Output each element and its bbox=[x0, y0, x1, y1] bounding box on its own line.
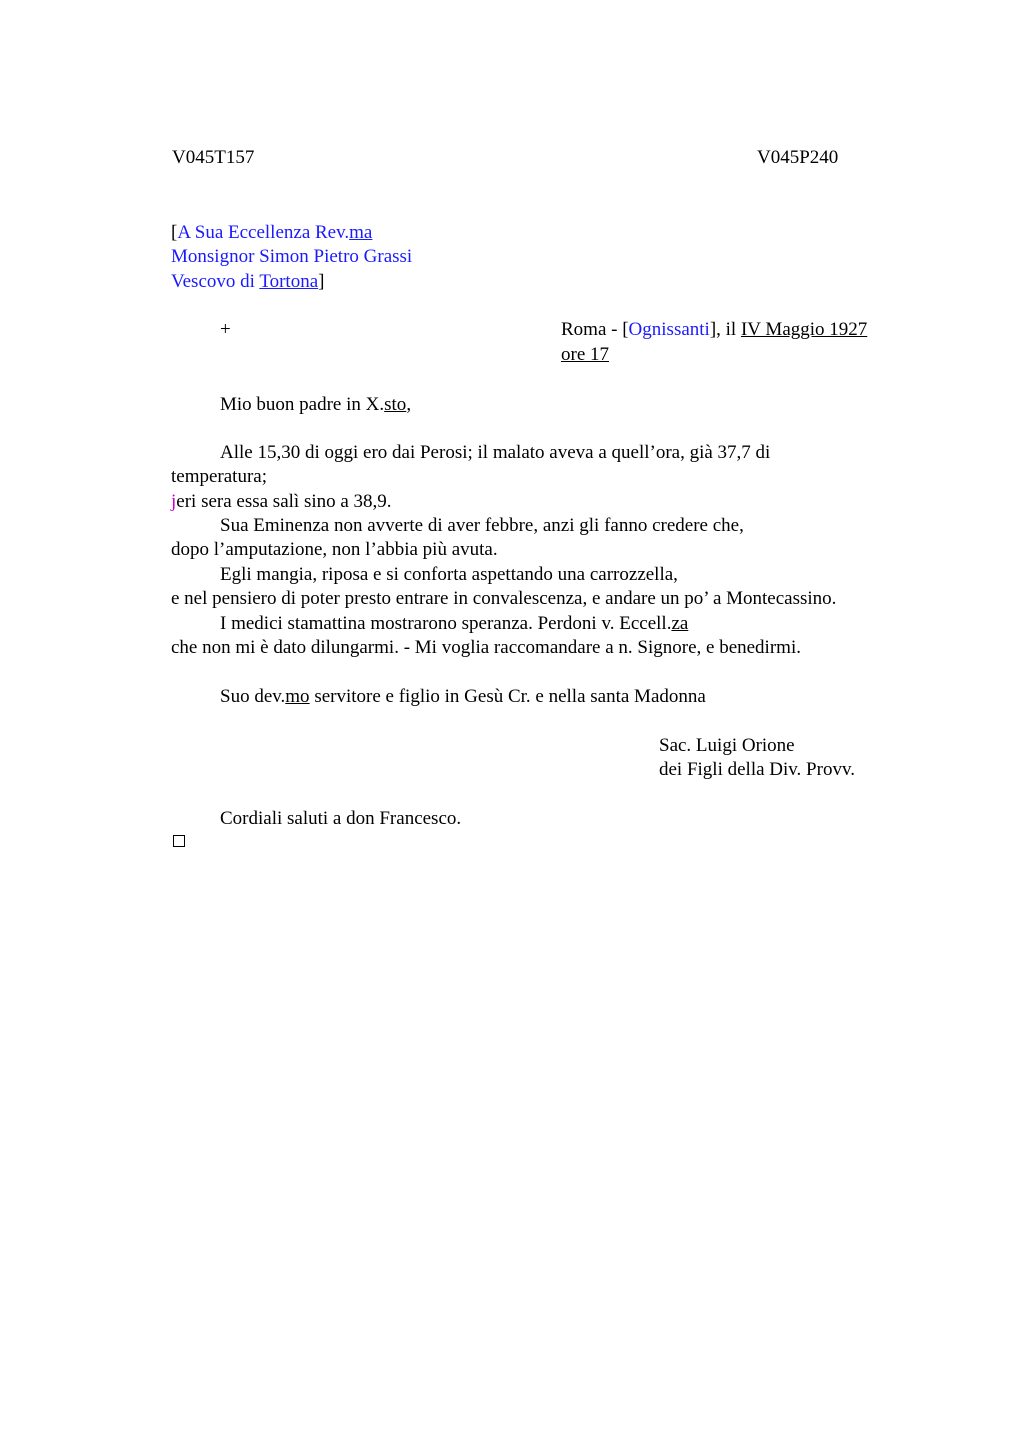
body-line: jeri sera essa salì sino a 38,9. bbox=[171, 491, 392, 512]
body-line: Alle 15,30 di oggi ero dai Perosi; il malato aveva a quell’ora, già 37,7 di bbox=[220, 442, 771, 463]
cross-symbol: + bbox=[220, 319, 231, 340]
body-line: temperatura; bbox=[171, 466, 268, 487]
body-line: Egli mangia, riposa e si conforta aspettando una carrozzella, bbox=[220, 564, 678, 585]
closing-line: Suo dev.mo servitore e figlio in Gesù Cr. e nella santa Madonna bbox=[220, 686, 706, 707]
body-line: I medici stamattina mostrarono speranza. Perdoni v. Eccell.za bbox=[220, 613, 689, 634]
body-line: dopo l’amputazione, non l’abbia più avuta. bbox=[171, 539, 498, 560]
address-line-2: Monsignor Simon Pietro Grassi bbox=[171, 246, 413, 267]
dateline-time: ore 17 bbox=[561, 344, 610, 365]
document-code-left: V045T157 bbox=[172, 147, 255, 168]
end-of-document-box bbox=[173, 835, 185, 847]
body-line: e nel pensiero di poter presto entrare in convalescenza, e andare un po’ a Montecassino. bbox=[171, 588, 837, 609]
body-line: che non mi è dato dilungarmi. - Mi voglia raccomandare a n. Signore, e benedirmi. bbox=[171, 637, 801, 658]
address-line-1: [A Sua Eccellenza Rev.ma bbox=[171, 222, 373, 243]
document-code-right: V045P240 bbox=[757, 147, 839, 168]
signature-line-1: Sac. Luigi Orione bbox=[659, 735, 795, 756]
dateline: Roma - [Ognissanti], il IV Maggio 1927 bbox=[561, 319, 868, 340]
salutation: Mio buon padre in X.sto, bbox=[220, 394, 412, 415]
body-line: Sua Eminenza non avverte di aver febbre, anzi gli fanno credere che, bbox=[220, 515, 744, 536]
postscript: Cordiali saluti a don Francesco. bbox=[220, 808, 462, 829]
address-line-3: Vescovo di Tortona] bbox=[171, 271, 325, 292]
signature-line-2: dei Figli della Div. Provv. bbox=[659, 759, 855, 780]
